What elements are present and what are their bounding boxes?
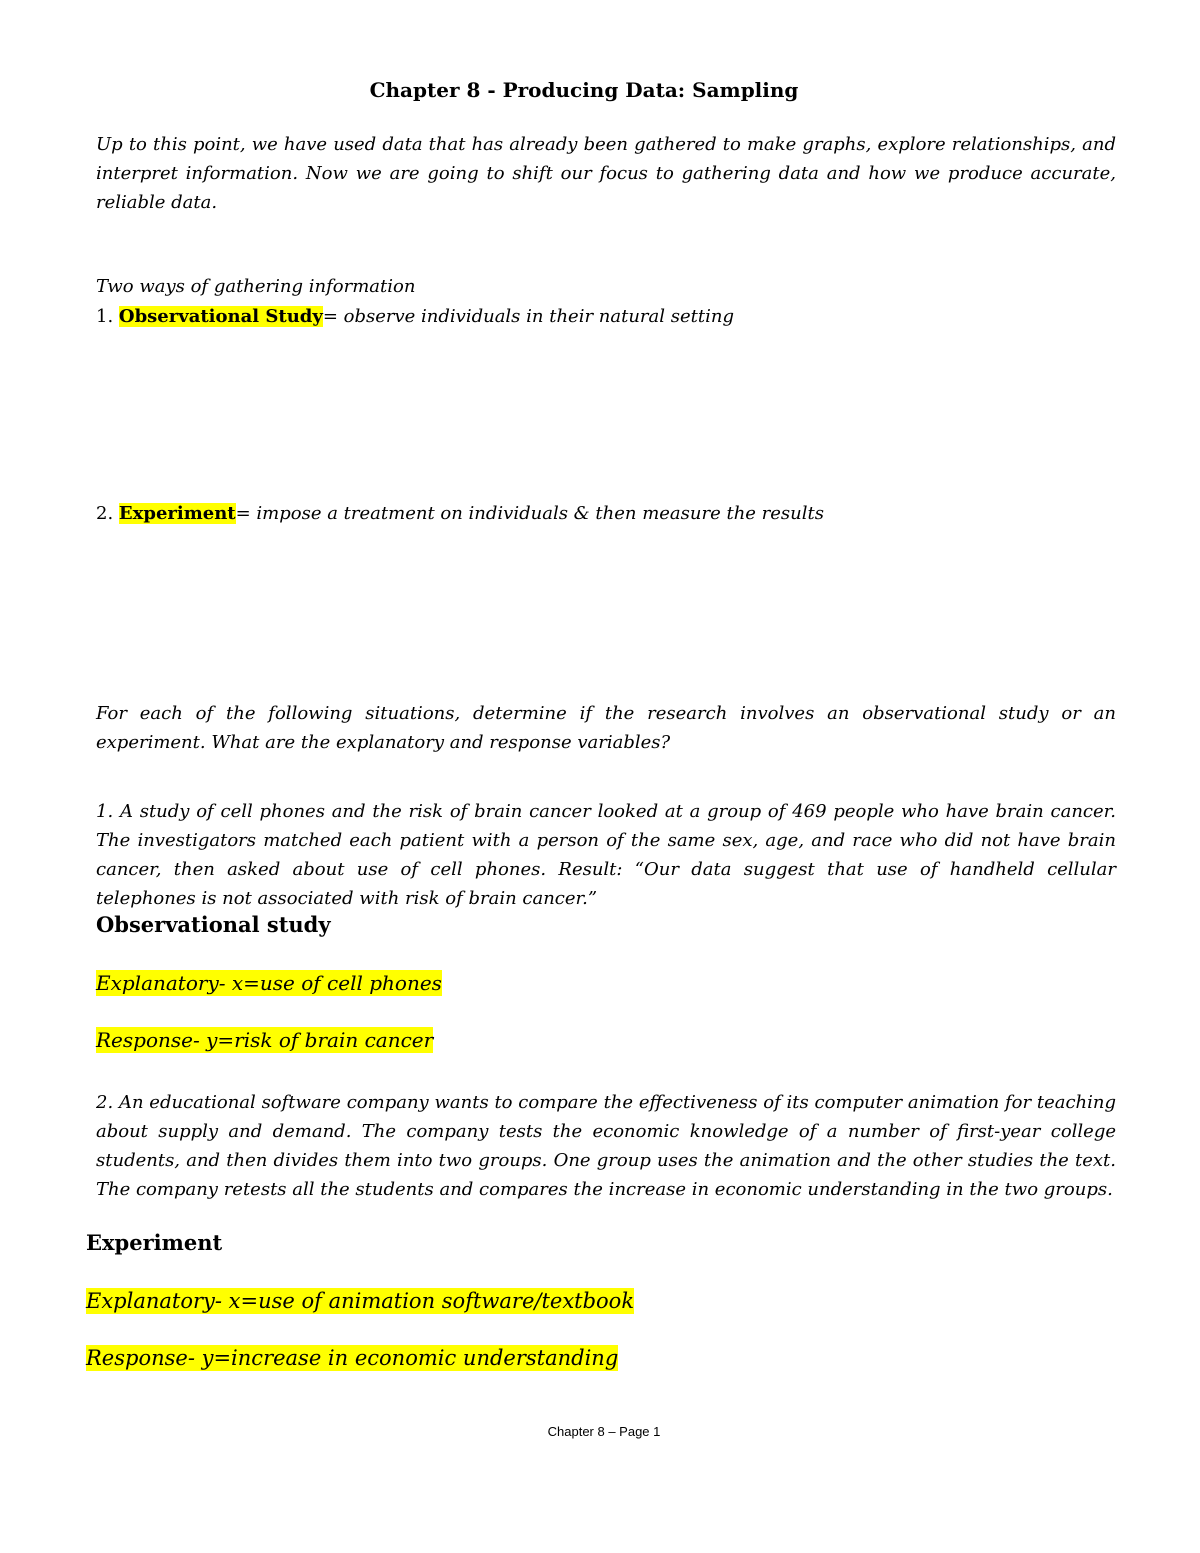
way1-line (96, 302, 734, 331)
experiment-term: Experiment (118, 503, 236, 524)
problem2-response: Response- y=increase in economic understanding (86, 1346, 619, 1370)
way2-definition: = impose a treatment on individuals & then measure the results (235, 503, 824, 524)
way2-line (96, 499, 824, 528)
way1-definition: = observe individuals in their natural setting (322, 306, 734, 327)
instructions-paragraph: For each of the following situations, determine if the research involves an observational study or an experiment. What are the explanatory and response variables? (96, 703, 1116, 753)
problem2-text: 2. An educational software company wants to compare the effectiveness of its computer animation for teaching about supply and demand. The company tests the economic knowledge of a number of first-year college students, and then divides them into two groups. One group uses the animation and the other studies the text. The company retests all the students and compares the increase in economic understanding in the two groups. (96, 1092, 1116, 1200)
page-title: Chapter 8 - Producing Data: Sampling (369, 78, 799, 102)
problem2-explanatory: Explanatory- x=use of animation software/textbook (86, 1289, 635, 1313)
ways-heading: Two ways of gathering information (96, 276, 416, 297)
way2-number: 2. (96, 503, 119, 524)
problem1-response: Response- y=risk of brain cancer (96, 1028, 434, 1052)
problem1-text: 1. A study of cell phones and the risk of brain cancer looked at a group of 469 people who have brain cancer. The investigators matched each patient with a person of the same sex, age, and race who did not have brain cancer, then asked about use of cell phones. Result: “Our data suggest that use of handheld cellular telephones is not associated with risk of brain cancer.” (96, 801, 1116, 909)
problem2-answer-type: Experiment (86, 1230, 223, 1255)
problem1-explanatory: Explanatory- x=use of cell phones (96, 971, 442, 995)
page-footer: Chapter 8 – Page 1 (547, 1424, 661, 1439)
way1-number: 1. (96, 306, 119, 327)
intro-paragraph: Up to this point, we have used data that has already been gathered to make graphs, explore relationships, and interpret information. Now we are going to shift our focus to gathering data and how we produce accurate, reliable data. (96, 134, 1116, 213)
observational-study-term: Observational Study (118, 306, 323, 327)
problem1-answer-type: Observational study (96, 912, 331, 937)
